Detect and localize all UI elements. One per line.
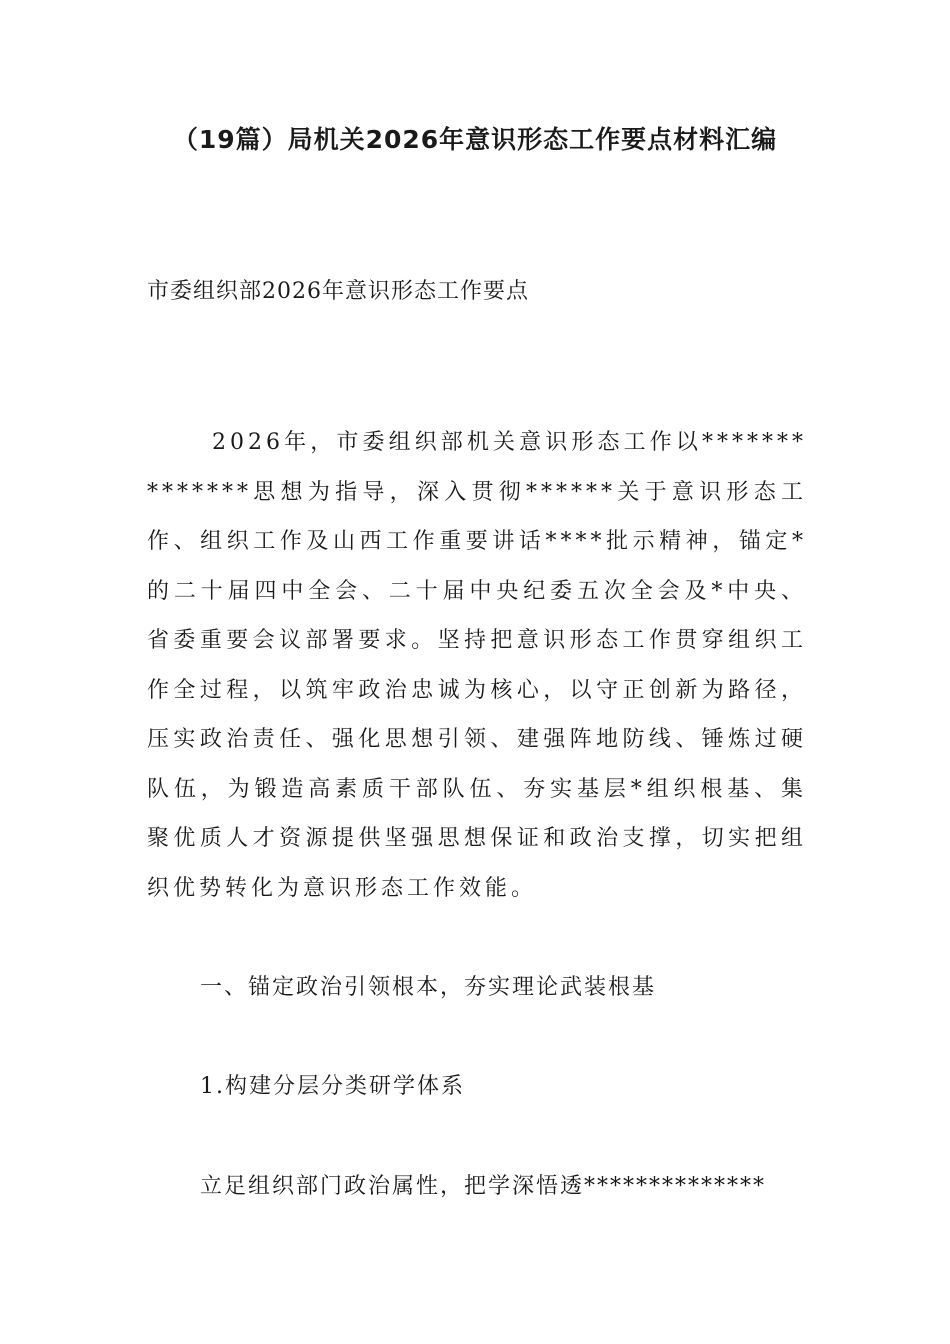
sub-heading: 1.构建分层分类研学体系 (200, 1074, 465, 1099)
document-subtitle: 市委组织部2026年意识形态工作要点 (147, 279, 529, 304)
trailing-paragraph: 立足组织部门政治属性，把学深悟透************** (200, 1174, 767, 1199)
intro-paragraph: 2026年，市委组织部机关意识形态工作以**************思想为指导，深入贯彻******关于意识形态工作、组织工作及山西工作重要讲话****批示精神，锚定*的二十届四中全会、二十届中央纪委五次全会及*中央、省委重要会议部署要求。坚持把意识形态工作贯穿组织工作全过程，以筑牢政治忠诚为核心，以守正创新为路径，压实政治责任、强化思想引领、建强阵地防线、锤炼过硬队伍，为锻造高素质干部队伍、夯实基层*组织根基、集聚优质人才资源提供坚强思想保证和政治支撑，切实把组织优势转化为意识形态工作效能。 (147, 430, 807, 901)
section-heading: 一、锚定政治引领根本，夯实理论武装根基 (200, 975, 657, 1000)
document-title: （19篇）局机关2026年意识形态工作要点材料汇编 (172, 125, 778, 154)
